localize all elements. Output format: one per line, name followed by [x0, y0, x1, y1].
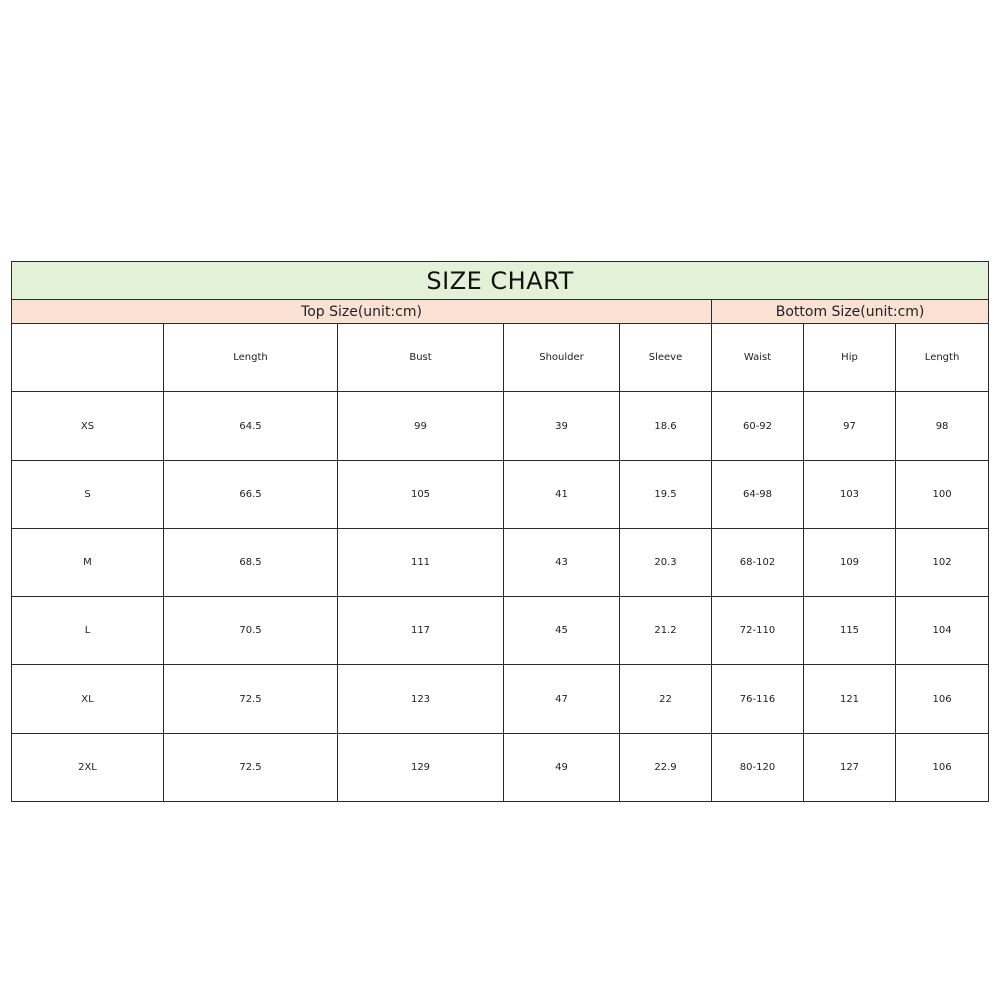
column-header-shoulder: Shoulder [504, 324, 620, 392]
table-cell: 22.9 [620, 733, 712, 801]
table-cell: 64.5 [164, 392, 338, 460]
table-cell: 70.5 [164, 597, 338, 665]
table-cell: 45 [504, 597, 620, 665]
table-cell: 98 [896, 392, 989, 460]
top-size-group-header: Top Size(unit:cm) [12, 300, 712, 324]
size-label-cell: L [12, 597, 164, 665]
table-cell: 43 [504, 528, 620, 596]
size-chart-table [11, 261, 989, 802]
size-label-cell: S [12, 460, 164, 528]
column-header-waist: Waist [712, 324, 804, 392]
table-cell: 104 [896, 597, 989, 665]
table-row [12, 733, 989, 801]
table-cell: 100 [896, 460, 989, 528]
table-cell: 99 [338, 392, 504, 460]
table-cell: 80-120 [712, 733, 804, 801]
column-header-hip: Hip [804, 324, 896, 392]
table-cell: 129 [338, 733, 504, 801]
table-cell: 103 [804, 460, 896, 528]
table-cell: 60-92 [712, 392, 804, 460]
table-cell: 121 [804, 665, 896, 733]
chart-title: SIZE CHART [12, 262, 989, 300]
table-cell: 21.2 [620, 597, 712, 665]
size-label-cell: 2XL [12, 733, 164, 801]
table-row [12, 460, 989, 528]
table-cell: 49 [504, 733, 620, 801]
table-cell: 47 [504, 665, 620, 733]
table-cell: 64-98 [712, 460, 804, 528]
table-cell: 22 [620, 665, 712, 733]
table-cell: 97 [804, 392, 896, 460]
column-header-sleeve: Sleeve [620, 324, 712, 392]
size-label-cell: XS [12, 392, 164, 460]
size-label-cell: XL [12, 665, 164, 733]
table-cell: 111 [338, 528, 504, 596]
table-cell: 72-110 [712, 597, 804, 665]
column-header-size [12, 324, 164, 392]
table-cell: 66.5 [164, 460, 338, 528]
table-cell: 68-102 [712, 528, 804, 596]
table-cell: 106 [896, 733, 989, 801]
column-header-top-length: Length [164, 324, 338, 392]
table-cell: 18.6 [620, 392, 712, 460]
table-cell: 41 [504, 460, 620, 528]
table-cell: 106 [896, 665, 989, 733]
column-header-bust: Bust [338, 324, 504, 392]
bottom-size-group-header: Bottom Size(unit:cm) [712, 300, 989, 324]
group-header-row [12, 300, 989, 324]
table-cell: 105 [338, 460, 504, 528]
column-header-bottom-length: Length [896, 324, 989, 392]
table-cell: 123 [338, 665, 504, 733]
table-cell: 117 [338, 597, 504, 665]
column-header-row [12, 324, 989, 392]
table-cell: 127 [804, 733, 896, 801]
size-label-cell: M [12, 528, 164, 596]
table-cell: 20.3 [620, 528, 712, 596]
table-cell: 68.5 [164, 528, 338, 596]
title-row [12, 262, 989, 300]
table-row [12, 665, 989, 733]
table-cell: 102 [896, 528, 989, 596]
table-cell: 109 [804, 528, 896, 596]
table-cell: 72.5 [164, 733, 338, 801]
table-row [12, 392, 989, 460]
table-cell: 39 [504, 392, 620, 460]
table-row [12, 528, 989, 596]
table-cell: 19.5 [620, 460, 712, 528]
table-cell: 72.5 [164, 665, 338, 733]
table-cell: 115 [804, 597, 896, 665]
table-row [12, 597, 989, 665]
table-cell: 76-116 [712, 665, 804, 733]
